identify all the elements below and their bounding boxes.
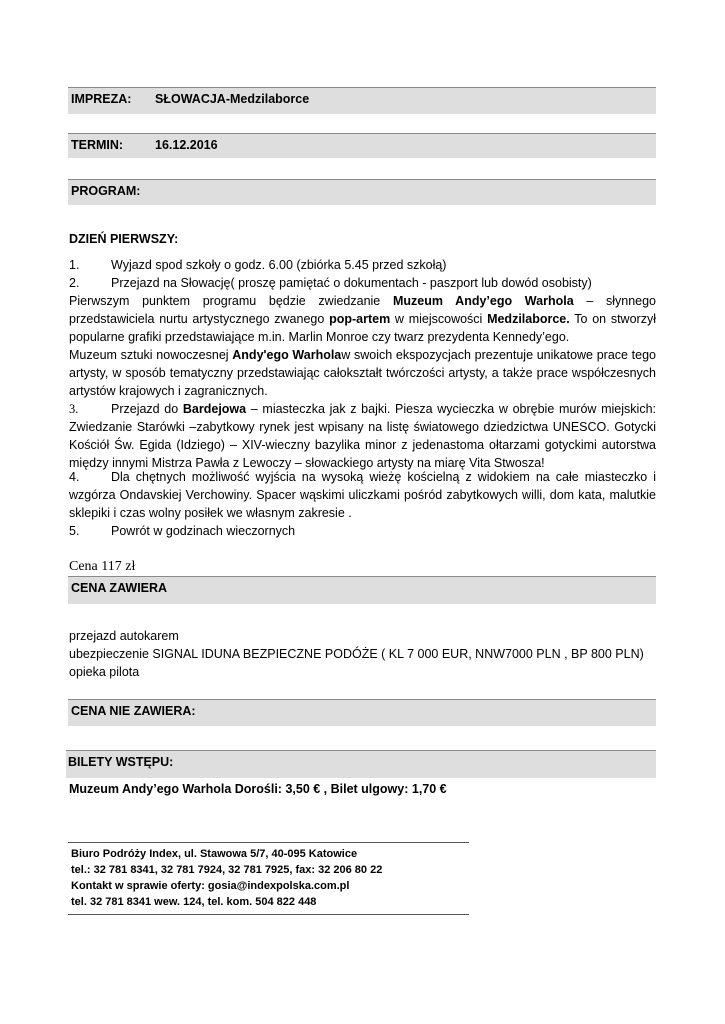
item-text: Przejazd na Słowację( proszę pamiętać o dokumentach - paszport lub dowód osobisty) <box>111 276 592 290</box>
program-bar <box>68 179 656 205</box>
item-number: 1. <box>69 258 80 272</box>
termin-label: TERMIN: <box>71 138 124 152</box>
impreza-bar <box>68 87 656 114</box>
price-text: Cena 117 zł <box>69 559 136 574</box>
footer-address: Biuro Podróży Index, ul. Stawowa 5/7, 40-095 Katowice <box>71 848 358 860</box>
item-number: 4. <box>69 470 80 484</box>
agency-footer <box>68 842 469 915</box>
footer-phones: tel.: 32 781 8341, 32 781 7924, 32 781 7925, fax: 32 206 80 22 <box>71 864 383 876</box>
paragraph-text: – słynnego przedstawiciela nurtu artystycznego zwanego <box>69 294 657 326</box>
termin-value: 16.12.2016 <box>155 138 218 152</box>
impreza-label: IMPREZA: <box>71 92 132 106</box>
program-item-5 <box>69 522 656 540</box>
paragraph-text: To on stworzył popularne grafiki przedstawiające m.in. Marlin Monroe czy twarz prezydenta Kennedy’ego. <box>69 312 656 344</box>
artist-name: Andy'ego Warhola <box>232 348 342 362</box>
cena-zawiera-label: CENA ZAWIERA <box>71 581 168 595</box>
program-item-4 <box>69 468 656 522</box>
cena-zawiera-bar <box>68 576 656 604</box>
footer-contact: Kontakt w sprawie oferty: gosia@indexpolska.com.pl <box>71 880 350 892</box>
bardejov-name: Bardejowa <box>182 402 247 416</box>
paragraph-text: w miejscowości <box>390 312 488 326</box>
item-number: 3. <box>69 402 79 416</box>
includes-item: ubezpieczenie SIGNAL IDUNA BEZPIECZNE PODÓŻE ( KL 7 000 EUR, NNW7000 PLN , BP 800 PLN) <box>69 647 644 661</box>
includes-item: opieka pilota <box>69 665 140 679</box>
program-label: PROGRAM: <box>71 184 141 198</box>
cena-nie-zawiera-bar <box>68 699 656 726</box>
includes-list <box>69 627 656 681</box>
paragraph-text: w swoich ekspozycjach prezentuje unikatowe prace tego artysty, w sposób tematyczny przedstawiając całokształt twórczości artysty, a także prace współczesnych artystów krajowych i zagranicznych. <box>69 348 657 398</box>
bilety-label: BILETY WSTĘPU: <box>68 755 174 769</box>
paragraph-text: Muzeum sztuki nowoczesnej <box>69 348 233 362</box>
museum-paragraph <box>69 346 656 400</box>
item-text: – miasteczka jak z bajki. Piesza wycieczka w obrębie murów miejskich: Zwiedzanie Starówki –zabytkowy rynek jest wpisany na listę światowego dziedzictwa UNESCO. Gotycki Kościół Św. Egida (Idziego) – XIV-wieczny bazylika minor z jedenastoma ołtarzami gotyckimi autorstwa między innymi Mistrza Pawła z Lewoczy – słowackiego artysty na miarę Vita Stwosza! <box>69 402 656 470</box>
program-item-2 <box>69 274 656 292</box>
cena-nie-zawiera-label: CENA NIE ZAWIERA: <box>71 704 196 718</box>
museum-name: Muzeum Andy’ego Warhola <box>392 294 574 308</box>
item-text: Przejazd do <box>111 402 183 416</box>
day1-heading: DZIEŃ PIERWSZY: <box>69 232 179 246</box>
item-text: Wyjazd spod szkoły o godz. 6.00 (zbiórka 5.45 przed szkołą) <box>111 258 447 272</box>
item-number: 2. <box>69 276 80 290</box>
warhol-paragraph <box>69 292 656 346</box>
tickets-text: Muzeum Andy’ego Warhola Dorośli: 3,50 € , Bilet ulgowy: 1,70 € <box>69 782 447 796</box>
item-text: Powrót w godzinach wieczornych <box>111 524 296 538</box>
termin-bar <box>68 133 656 158</box>
paragraph-text: Pierwszym punktem programu będzie zwiedzanie <box>69 294 393 308</box>
includes-item: przejazd autokarem <box>69 629 179 643</box>
item-number: 5. <box>69 524 80 538</box>
program-item-3 <box>69 400 656 472</box>
pop-art-term: pop-artem <box>329 312 391 326</box>
impreza-value: SŁOWACJA-Medzilaborce <box>155 92 310 106</box>
item-text: Dla chętnych możliwość wyjścia na wysoką wieżę kościelną z widokiem na całe miasteczko i wzgórza Ondavskiej Verchowiny. Spacer wąskimi uliczkami pośród zabytkowych willi, dom kata, malutkie sklepiki i czas wolny posiłek we własnym zakresie . <box>69 470 656 520</box>
town-name: Medzilaborce. <box>487 312 570 326</box>
program-item-1 <box>69 256 656 274</box>
footer-phone-ext: tel. 32 781 8341 wew. 124, tel. kom. 504 822 448 <box>71 896 317 908</box>
bilety-bar <box>66 750 656 778</box>
